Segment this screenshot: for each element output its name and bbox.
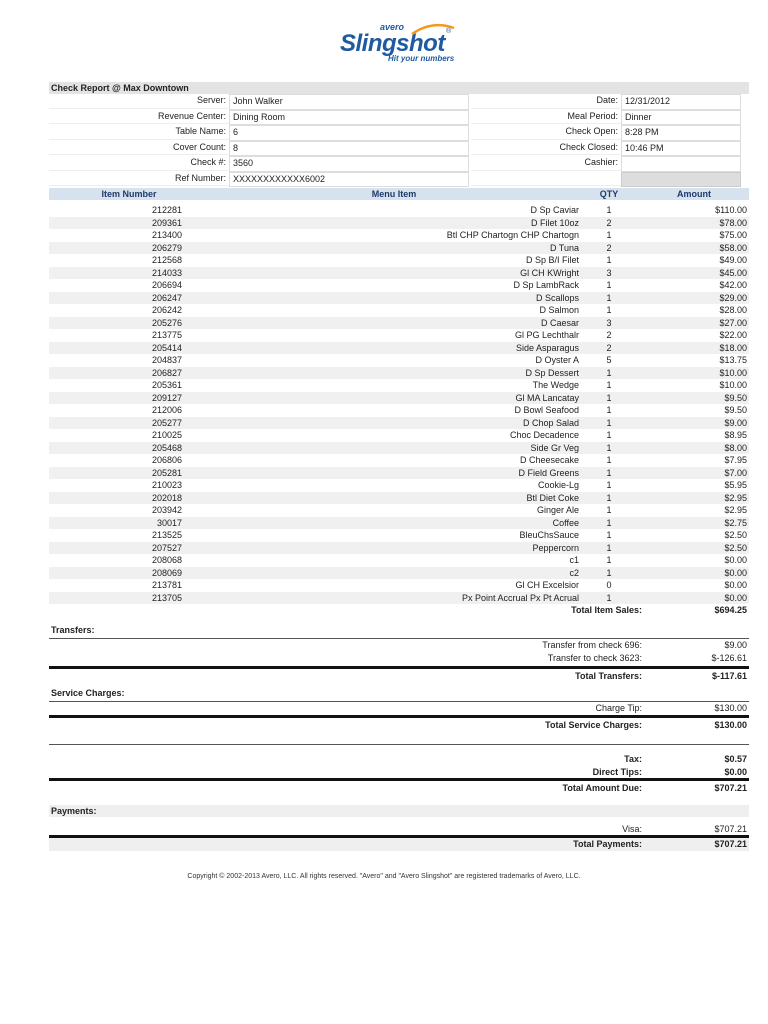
qty-cell: 3 (606, 317, 612, 328)
table-row (49, 429, 749, 442)
total-payments-label: Total Payments: (573, 839, 642, 849)
date-label: Date: (471, 94, 621, 109)
item-number-cell: 210023 (151, 480, 182, 490)
revenue-center-label: Revenue Center: (49, 110, 229, 125)
qty-cell: 1 (606, 417, 612, 428)
amount-cell: $9.50 (724, 392, 747, 403)
qty-cell: 1 (606, 530, 612, 540)
menu-item-cell: D Sp Dessert (525, 367, 579, 378)
amount-cell: $2.50 (724, 542, 747, 553)
table-row (49, 392, 749, 405)
total-item-sales-row (49, 604, 749, 616)
menu-item-cell: c2 (569, 567, 579, 578)
item-number-cell: 206694 (151, 280, 182, 290)
amount-cell: $13.75 (719, 355, 747, 365)
menu-item-cell: D Caesar (540, 317, 579, 328)
transfer-from-row (49, 638, 749, 652)
tax-value: $0.57 (724, 753, 747, 764)
qty-cell: 1 (606, 492, 612, 503)
cashier-label: Cashier: (471, 156, 621, 171)
item-number-cell: 208069 (151, 567, 182, 578)
logo-brand-text: Slingshot (340, 30, 445, 57)
server-label: Server: (49, 94, 229, 109)
tax-row (49, 753, 749, 765)
transfer-to-label: Transfer to check 3623: (547, 652, 642, 663)
amount-cell: $0.00 (724, 555, 747, 565)
qty-cell: 1 (606, 392, 612, 403)
total-amount-due-row (49, 778, 749, 795)
table-row (49, 517, 749, 530)
amount-cell: $22.00 (719, 330, 747, 340)
table-row (49, 304, 749, 317)
charge-tip-label: Charge Tip: (595, 703, 642, 713)
ref-number-label: Ref Number: (49, 172, 229, 187)
col-qty: QTY (599, 189, 619, 199)
menu-item-cell: Gl PG Lechthalr (514, 330, 579, 340)
cover-count-value: 8 (229, 141, 469, 157)
qty-cell: 1 (606, 430, 612, 440)
item-number-cell: 213705 (151, 592, 182, 603)
total-transfers-row (49, 666, 749, 683)
menu-item-cell: Coffee (552, 517, 579, 528)
copyright-footer: Copyright © 2002-2013 Avero, LLC. All rights reserved. "Avero" and "Avero Slingshot" are registered trademarks of Avero, LLC. (187, 873, 581, 880)
amount-cell: $9.00 (724, 417, 747, 428)
menu-item-cell: Gl MA Lancatay (515, 392, 579, 403)
table-row (49, 267, 749, 280)
menu-item-cell: Side Gr Veg (530, 442, 579, 453)
item-number-cell: 203942 (151, 505, 182, 515)
menu-item-cell: D Field Greens (518, 467, 579, 478)
menu-item-cell: Peppercorn (532, 542, 579, 553)
menu-item-cell: Gl CH KWright (520, 267, 579, 278)
table-row (49, 317, 749, 330)
amount-cell: $0.00 (724, 567, 747, 578)
table-row (49, 567, 749, 580)
menu-item-cell: Px Point Accrual Px Pt Acrual (461, 592, 579, 603)
item-number-cell: 205414 (151, 342, 182, 353)
item-number-cell: 212568 (151, 255, 182, 265)
header-empty-cell (621, 172, 741, 188)
menu-item-cell: Gl CH Excelsior (515, 580, 579, 590)
table-row (49, 542, 749, 555)
amount-cell: $0.00 (724, 580, 747, 590)
check-header (49, 94, 749, 187)
table-row (49, 592, 749, 605)
amount-cell: $27.00 (719, 317, 747, 328)
item-number-cell: 205276 (151, 317, 182, 328)
menu-item-cell: Choc Decadence (509, 430, 579, 440)
check-number-label: Check #: (49, 156, 229, 171)
table-row (49, 442, 749, 455)
col-amount: Amount (677, 189, 711, 199)
menu-item-cell: D Sp LambRack (513, 280, 579, 290)
visa-value: $707.21 (714, 823, 747, 834)
item-number-cell: 204837 (151, 355, 182, 365)
qty-cell: 1 (606, 305, 612, 315)
report-title: Check Report @ Max Downtown (49, 82, 749, 94)
amount-cell: $10.00 (719, 380, 747, 390)
menu-item-cell: D Cheesecake (519, 455, 579, 465)
direct-tips-row (49, 766, 749, 778)
amount-cell: $8.95 (724, 430, 747, 440)
qty-cell: 1 (606, 380, 612, 390)
table-row (49, 217, 749, 230)
visa-label: Visa: (622, 823, 642, 834)
ref-number-value: XXXXXXXXXXXX6002 (229, 172, 469, 188)
service-charges-title: Service Charges: (51, 688, 125, 698)
total-payments-value: $707.21 (714, 839, 747, 849)
menu-item-cell: The Wedge (532, 380, 579, 390)
table-name-label: Table Name: (49, 125, 229, 140)
total-transfers-value: $-117.61 (711, 671, 747, 681)
item-number-cell: 208068 (151, 555, 182, 565)
revenue-center-value: Dining Room (229, 110, 469, 126)
charge-tip-row (49, 701, 749, 715)
item-number-cell: 213400 (151, 230, 182, 240)
qty-cell: 1 (606, 255, 612, 265)
total-item-sales-value: $694.25 (714, 605, 747, 615)
total-item-sales-label: Total Item Sales: (571, 605, 642, 615)
qty-cell: 2 (606, 342, 612, 353)
item-number-cell: 212281 (151, 205, 182, 215)
amount-cell: $2.95 (724, 492, 747, 503)
table-row (49, 529, 749, 542)
table-row (49, 229, 749, 242)
menu-item-cell: Btl CHP Chartogn CHP Chartogn (446, 230, 579, 240)
amount-cell: $75.00 (719, 230, 747, 240)
qty-cell: 1 (606, 442, 612, 453)
amount-cell: $7.95 (724, 455, 747, 465)
amount-cell: $110.00 (715, 205, 747, 215)
amount-cell: $2.95 (724, 505, 747, 515)
col-menu-item: Menu Item (371, 189, 417, 199)
table-row (49, 367, 749, 380)
menu-item-cell: D Bowl Seafood (514, 405, 579, 415)
table-row (49, 379, 749, 392)
qty-cell: 0 (606, 580, 612, 590)
total-service-charges-row (49, 715, 749, 732)
amount-cell: $8.00 (724, 442, 747, 453)
amount-cell: $5.95 (724, 480, 747, 490)
table-row (49, 554, 749, 567)
qty-cell: 1 (606, 230, 612, 240)
cashier-value (621, 156, 741, 172)
amount-cell: $58.00 (719, 242, 747, 253)
direct-tips-label: Direct Tips: (592, 766, 642, 777)
cover-count-label: Cover Count: (49, 141, 229, 156)
items-table (49, 204, 749, 604)
amount-cell: $29.00 (719, 292, 747, 303)
qty-cell: 3 (606, 267, 612, 278)
item-number-cell: 214033 (151, 267, 182, 278)
total-service-charges-label: Total Service Charges: (545, 719, 642, 730)
meal-period-value: Dinner (621, 110, 741, 126)
table-name-value: 6 (229, 125, 469, 141)
item-number-cell: 205277 (151, 417, 182, 428)
amount-cell: $7.00 (724, 467, 747, 478)
logo-swoosh-icon (410, 22, 456, 36)
qty-cell: 1 (606, 205, 612, 215)
table-row (49, 292, 749, 305)
menu-item-cell: Cookie-Lg (537, 480, 579, 490)
item-number-cell: 202018 (151, 492, 182, 503)
amount-cell: $2.75 (724, 517, 747, 528)
qty-cell: 1 (606, 280, 612, 290)
date-value: 12/31/2012 (621, 94, 741, 110)
check-open-value: 8:28 PM (621, 125, 741, 141)
amount-cell: $42.00 (719, 280, 747, 290)
qty-cell: 5 (606, 355, 612, 365)
qty-cell: 1 (606, 505, 612, 515)
table-row (49, 492, 749, 505)
table-row (49, 504, 749, 517)
amount-cell: $49.00 (719, 255, 747, 265)
qty-cell: 2 (606, 330, 612, 340)
menu-item-cell: Side Asparagus (515, 342, 579, 353)
charge-tip-value: $130.00 (714, 703, 747, 713)
visa-row (49, 823, 749, 836)
qty-cell: 1 (606, 592, 612, 603)
menu-item-cell: D Chop Salad (522, 417, 579, 428)
amount-cell: $10.00 (719, 367, 747, 378)
transfer-to-value: $-126.61 (711, 652, 747, 663)
header-empty-cell (471, 172, 621, 187)
table-row (49, 417, 749, 430)
qty-cell: 1 (606, 555, 612, 565)
amount-cell: $0.00 (724, 592, 747, 603)
table-row (49, 342, 749, 355)
avero-slingshot-logo (340, 22, 470, 66)
qty-cell: 1 (606, 292, 612, 303)
item-number-cell: 205361 (151, 380, 182, 390)
table-row (49, 329, 749, 342)
item-number-cell: 206806 (151, 455, 182, 465)
check-open-label: Check Open: (471, 125, 621, 140)
item-number-cell: 205281 (151, 467, 182, 478)
qty-cell: 1 (606, 367, 612, 378)
item-number-cell: 206247 (151, 292, 182, 303)
menu-item-cell: Ginger Ale (536, 505, 579, 515)
amount-cell: $2.50 (724, 530, 747, 540)
total-service-charges-value: $130.00 (714, 719, 747, 730)
table-row (49, 242, 749, 255)
table-row (49, 354, 749, 367)
logo-tagline: Hit your numbers (388, 54, 455, 63)
table-row (49, 454, 749, 467)
qty-cell: 1 (606, 480, 612, 490)
qty-cell: 2 (606, 242, 612, 253)
transfer-to-row (49, 652, 749, 665)
qty-cell: 1 (606, 467, 612, 478)
qty-cell: 2 (606, 217, 612, 228)
qty-cell: 1 (606, 405, 612, 415)
check-report (49, 82, 749, 851)
menu-item-cell: D Tuna (549, 242, 579, 253)
amount-cell: $28.00 (719, 305, 747, 315)
menu-item-cell: Btl Diet Coke (526, 492, 579, 503)
amount-cell: $18.00 (719, 342, 747, 353)
item-number-cell: 206827 (151, 367, 182, 378)
menu-item-cell: D Filet 10oz (530, 217, 579, 228)
tax-label: Tax: (624, 753, 642, 764)
check-closed-value: 10:46 PM (621, 141, 741, 157)
item-number-cell: 213781 (151, 580, 182, 590)
col-item-number: Item Number (101, 189, 157, 199)
logo-registered-mark: ® (446, 28, 452, 35)
menu-item-cell: D Sp Caviar (530, 205, 579, 215)
table-row (49, 467, 749, 480)
table-row (49, 579, 749, 592)
table-row (49, 279, 749, 292)
menu-item-cell: D Oyster A (535, 355, 579, 365)
total-transfers-label: Total Transfers: (575, 671, 642, 681)
total-amount-due-label: Total Amount Due: (562, 782, 642, 793)
menu-item-cell: D Salmon (539, 305, 579, 315)
logo-avero-text: avero (380, 22, 405, 32)
menu-item-cell: D Sp B/I Filet (525, 255, 579, 265)
direct-tips-value: $0.00 (724, 766, 747, 777)
item-number-cell: 212006 (151, 405, 182, 415)
item-number-cell: 206242 (151, 305, 182, 315)
item-number-cell: 213775 (151, 330, 182, 340)
payments-title: Payments: (49, 805, 749, 817)
item-number-cell: 206279 (151, 242, 182, 253)
qty-cell: 1 (606, 517, 612, 528)
item-number-cell: 210025 (151, 430, 182, 440)
item-number-cell: 207527 (151, 542, 182, 553)
table-row (49, 254, 749, 267)
menu-item-cell: c1 (569, 555, 579, 565)
meal-period-label: Meal Period: (471, 110, 621, 125)
item-number-cell: 213525 (151, 530, 182, 540)
check-closed-label: Check Closed: (471, 141, 621, 156)
transfer-from-label: Transfer from check 696: (542, 640, 642, 650)
transfers-title: Transfers: (51, 625, 95, 635)
menu-item-cell: D Scallops (535, 292, 579, 303)
items-column-header (49, 188, 749, 200)
qty-cell: 1 (606, 455, 612, 465)
table-row (49, 479, 749, 492)
transfer-from-value: $9.00 (724, 640, 747, 650)
item-number-cell: 30017 (156, 517, 182, 528)
item-number-cell: 209127 (151, 392, 182, 403)
table-row (49, 404, 749, 417)
check-number-value: 3560 (229, 156, 469, 172)
total-payments-row (49, 835, 749, 851)
qty-cell: 1 (606, 542, 612, 553)
qty-cell: 1 (606, 567, 612, 578)
item-number-cell: 209361 (151, 217, 182, 228)
item-number-cell: 205468 (151, 442, 182, 453)
table-row (49, 204, 749, 217)
menu-item-cell: BleuChsSauce (519, 530, 579, 540)
total-amount-due-value: $707.21 (714, 782, 747, 793)
amount-cell: $78.00 (719, 217, 747, 228)
amount-cell: $9.50 (724, 405, 747, 415)
amount-cell: $45.00 (719, 267, 747, 278)
server-value: John Walker (229, 94, 469, 110)
